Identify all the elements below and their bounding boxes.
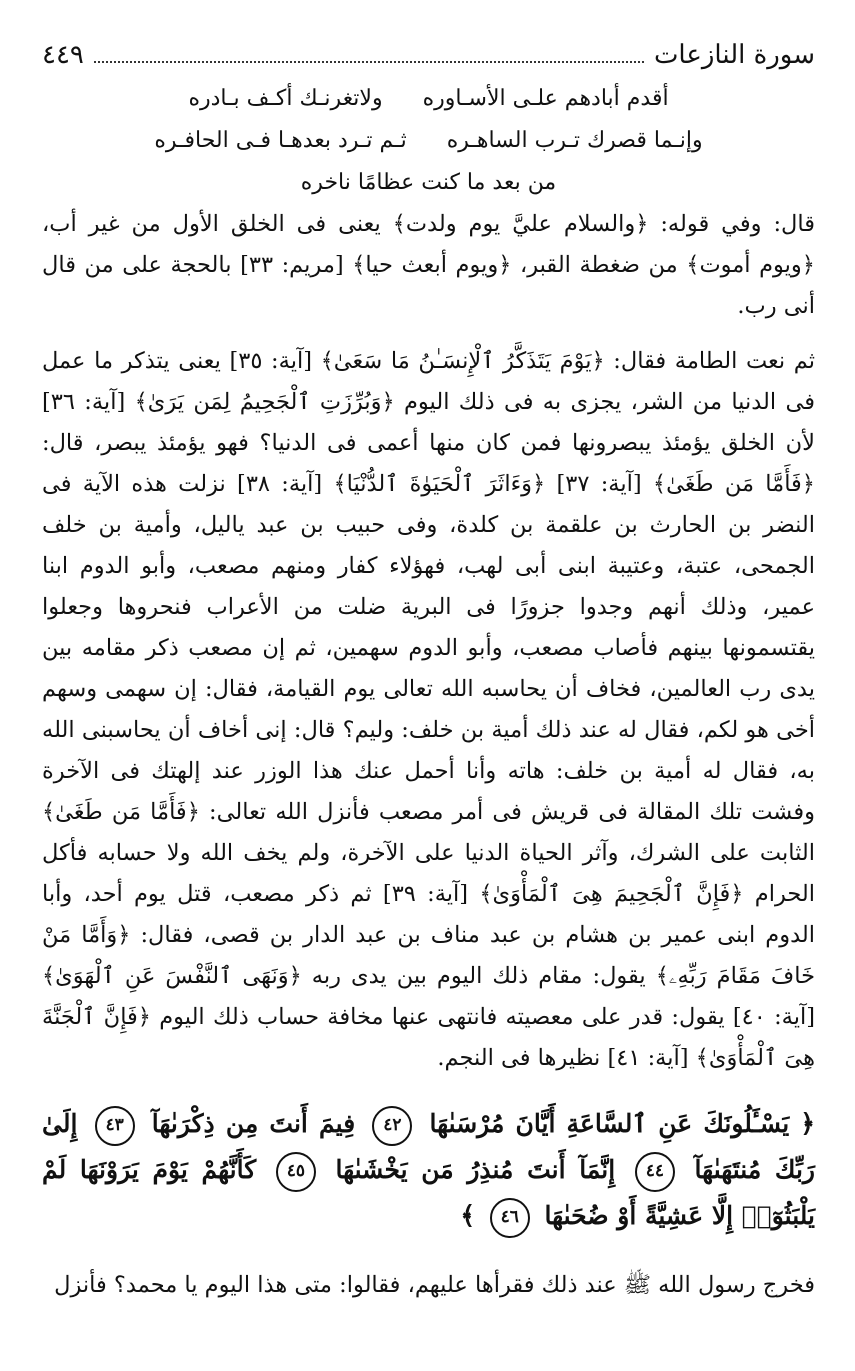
commentary-paragraph-1: قال: وفي قوله: ﴿والسلام عليَّ يوم ولدت﴾ يعنى فى الخلق الأول من غير أب، ﴿ويوم أموت﴾ من ضغطة القبر، ﴿ويوم أبعث حيا﴾ [مريم: ٣٣] بالحجة على من قال أنى رب. (42, 211, 815, 319)
poem-block (42, 78, 815, 204)
hemistich: أقدم أبادهم علـى الأسـاوره (422, 86, 669, 111)
hemistich: ولاتغرنـك أكـف بـادره (188, 86, 383, 111)
header-leader-dots (94, 61, 644, 63)
hemistich: ثـم تـرد بعدهـا فـى الحافـره (154, 128, 407, 153)
poem-line (42, 162, 815, 204)
hemistich: وإنـما قصرك تـرب الساهـره (446, 128, 703, 153)
poem-line (42, 120, 815, 162)
verse-number-marker: ٤٣ (95, 1106, 135, 1146)
commentary-paragraph-2: ثم نعت الطامة فقال: ﴿يَوْمَ يَتَذَكَّرُ ٱلْإِنسَـٰنُ مَا سَعَىٰ﴾ [آية: ٣٥] يعنى يتذكر ما عمل فى الدنيا من الشر، يجزى به فى ذلك اليوم ﴿وَبُرِّزَتِ ٱلْجَحِيمُ لِمَن يَرَىٰ﴾ [آية: ٣٦] لأن الخلق يؤمئذ يبصرونها فمن كان منها أعمى فى الدنيا؟ فهو يؤمئذ يبصر، قال: ﴿فَأَمَّا مَن طَغَىٰ﴾ [آية: ٣٧] ﴿وَءَاثَرَ ٱلْحَيَوٰةَ ٱلدُّنْيَا﴾ [آية: ٣٨] نزلت هذه الآية فى النضر بن الحارث بن علقمة بن كلدة، وفى حبيب بن عبد ياليل، وأمية بن خلف الجمحى، عتبة، وعتيبة ابنى أبى لهب، فهؤلاء كفار ومنهم مصعب، وأبو الدوم ابنا عمير، وذلك أنهم وجدوا جزورًا فى البرية ضلت من الأعراب فنحروها وجعلوا يقتسمونها بينهم فأصاب مصعب، وأبو الدوم سهمين، ثم إن مصعب ذكر مقامه بين يدى رب العالمين، فخاف أن يحاسبه الله تعالى يوم القيامة، فقال: إن سهمى وسهم أخى هو لكم، فقال له عند ذلك أمية بن خلف: وليم؟ قال: إنى أخاف أن يحاسبنى الله به، فقال له أمية بن خلف: هاته وأنا أحمل عنك هذا الوزر عند إلهتك فى الآخرة وفشت تلك المقالة فى قريش فى أمر مصعب فأنزل الله تعالى: ﴿فَأَمَّا مَن طَغَىٰ﴾ الثابت على الشرك، وآثر الحياة الدنيا على الآخرة، ولم يخف الله ولا حسابه فأكل الحرام ﴿فَإِنَّ ٱلْجَحِيمَ هِىَ ٱلْمَأْوَىٰ﴾ [آية: ٣٩] ثم ذكر مصعب، قتل يوم أحد، وأبا الدوم ابنى عمير بن هشام بن عبد مناف بن عبد الدار بن قصى، فقال: ﴿وَأَمَّا مَنْ خَافَ مَقَامَ رَبِّهِۦ﴾ يقول: مقام ذلك اليوم بين يدى ربه ﴿وَنَهَى ٱلنَّفْسَ عَنِ ٱلْهَوَىٰ﴾ [آية: ٤٠] يقول: قدر على معصيته فانتهى عنها مخافة حساب ذلك اليوم ﴿فَإِنَّ ٱلْجَنَّةَ هِىَ ٱلْمَأْوَىٰ﴾ [آية: ٤١] نظيرها فى النجم. (42, 348, 816, 1071)
verse-text: إِنَّمَآ أَنتَ مُنذِرُ مَن يَخْشَىٰهَا (335, 1155, 616, 1184)
verse-closing-bracket: ﴾ (460, 1201, 476, 1230)
verse-text: ﴿ يَسْـَٔلُونَكَ عَنِ ٱلسَّاعَةِ أَيَّانَ مُرْسَىٰهَا (429, 1109, 815, 1138)
verse-number-marker: ٤٥ (276, 1152, 316, 1192)
quran-verses-block (42, 1101, 815, 1239)
verse-number-marker: ٤٢ (372, 1106, 412, 1146)
page-number: ٤٤٩ (42, 40, 84, 70)
page-header (42, 38, 815, 74)
verse-text: فِيمَ أَنتَ مِن ذِكْرَىٰهَآ (151, 1109, 356, 1138)
poem-line (42, 78, 815, 120)
verse-number-marker: ٤٦ (490, 1198, 530, 1238)
hemistich: من بعد ما كنت عظامًا ناخره (300, 170, 557, 195)
verse-text: كَأَنَّهُمْ يَوْمَ يَرَوْنَهَا لَمْ يَلْبَثُوٓا۟ إِلَّا عَشِيَّةً أَوْ ضُحَىٰهَا (42, 1155, 815, 1230)
verse-text: إِلَىٰ رَبِّكَ مُنتَهَىٰهَآ (42, 1109, 815, 1184)
verse-number-marker: ٤٤ (635, 1152, 675, 1192)
continuation-line: فخرج رسول الله ﷺ عند ذلك فقرأها عليهم، فقالوا: متى هذا اليوم يا محمد؟ فأنزل (54, 1272, 815, 1298)
surah-title: سورة النازعات (653, 40, 815, 70)
